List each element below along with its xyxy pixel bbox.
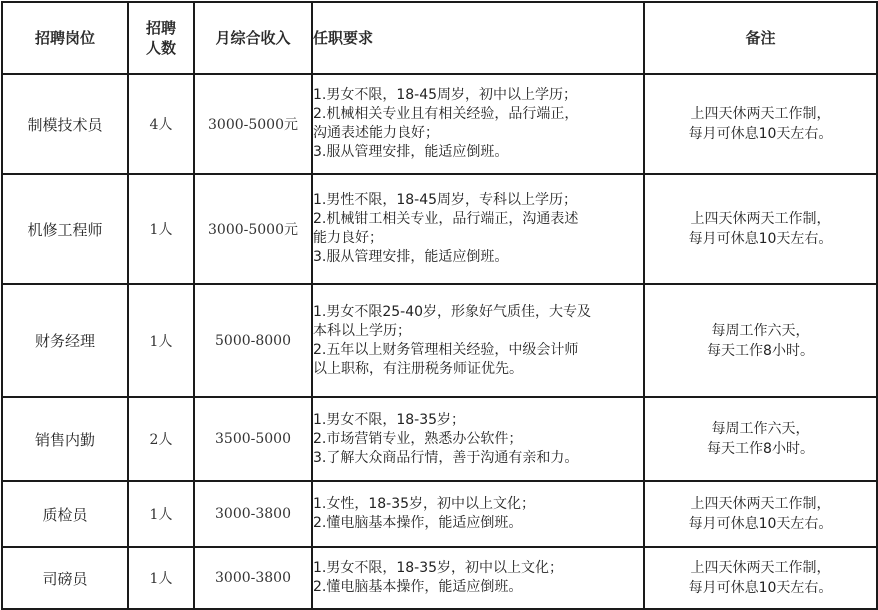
note-line: 每月可休息10天左右。 (688, 231, 833, 247)
note-line: 上四天休两天工作制， (690, 496, 831, 512)
note-line: 每天工作8小时。 (707, 441, 814, 457)
requirement-line: 2.懂电脑基本操作，能适应倒班。 (313, 515, 523, 531)
notes-cell (644, 397, 877, 481)
header-salary: 月综合收入 (194, 2, 312, 74)
header-row (2, 2, 877, 74)
header-count-line1: 招聘 (145, 19, 176, 37)
requirements-cell (312, 481, 644, 547)
table-row (2, 174, 877, 284)
requirement-line: 2.五年以上财务管理相关经验，中级会计师 (313, 341, 579, 358)
job-listing-table (1, 1, 878, 610)
requirement-line: 2.机械钳工相关专业，品行端正，沟通表述 (313, 211, 579, 227)
requirement-line: 以上职称，有注册税务师证优先。 (313, 360, 523, 377)
notes-cell (644, 547, 877, 609)
note-line: 每天工作8小时。 (707, 342, 814, 359)
requirement-line: 2.懂电脑基本操作，能适应倒班。 (313, 579, 523, 595)
requirements-cell (312, 174, 644, 284)
requirements-cell (312, 284, 644, 397)
header-count (128, 2, 194, 74)
requirement-line: 3.服从管理安排，能适应倒班。 (313, 144, 509, 160)
position-cell: 销售内勤 (2, 397, 128, 481)
requirement-line: 能力良好； (313, 230, 383, 246)
position-cell: 机修工程师 (2, 174, 128, 284)
salary-cell: 3500-5000 (194, 397, 312, 481)
notes-cell (644, 74, 877, 174)
position-cell: 司磅员 (2, 547, 128, 609)
requirement-line: 1.男女不限，18-35岁； (313, 411, 466, 428)
note-line: 每周工作六天， (711, 421, 810, 437)
table-row (2, 284, 877, 397)
count-cell: 1人 (128, 284, 194, 397)
requirement-line: 3.了解大众商品行情，善于沟通有亲和力。 (313, 449, 579, 466)
table-row (2, 547, 877, 609)
header-requirements: 任职要求 (312, 2, 644, 74)
requirements-cell (312, 74, 644, 174)
salary-cell: 3000-3800 (194, 547, 312, 609)
notes-cell (644, 481, 877, 547)
table-row (2, 397, 877, 481)
salary-cell: 5000-8000 (194, 284, 312, 397)
requirement-line: 本科以上学历； (313, 322, 411, 339)
requirement-line: 1.男性不限，18-45周岁，专科以上学历； (313, 192, 578, 208)
requirements-cell (312, 397, 644, 481)
requirement-line: 2.机械相关专业且有相关经验，品行端正， (313, 106, 579, 122)
table-row (2, 481, 877, 547)
count-cell: 4人 (128, 74, 194, 174)
note-line: 每月可休息10天左右。 (688, 580, 833, 596)
note-line: 每月可休息10天左右。 (688, 516, 833, 532)
note-line: 上四天休两天工作制， (690, 560, 831, 576)
note-line: 每月可休息10天左右。 (688, 126, 833, 142)
count-cell: 1人 (128, 547, 194, 609)
salary-cell: 3000-3800 (194, 481, 312, 547)
requirement-line: 2.市场营销专业，熟悉办公软件； (313, 430, 523, 447)
requirement-line: 1.男女不限，18-35岁，初中以上文化； (313, 560, 564, 576)
position-cell: 财务经理 (2, 284, 128, 397)
position-cell: 质检员 (2, 481, 128, 547)
requirement-line: 1.男女不限25-40岁，形象好气质佳，大专及 (313, 303, 592, 320)
note-line: 上四天休两天工作制， (690, 211, 831, 227)
note-line: 上四天休两天工作制， (690, 106, 831, 122)
notes-cell (644, 174, 877, 284)
header-position: 招聘岗位 (2, 2, 128, 74)
position-cell: 制模技术员 (2, 74, 128, 174)
count-cell: 1人 (128, 481, 194, 547)
notes-cell (644, 284, 877, 397)
requirement-line: 1.男女不限，18-45周岁，初中以上学历； (313, 87, 578, 103)
requirement-line: 1.女性，18-35岁，初中以上文化； (313, 496, 536, 512)
requirement-line: 沟通表述能力良好； (313, 125, 439, 141)
count-cell: 1人 (128, 174, 194, 284)
header-notes: 备注 (644, 2, 877, 74)
note-line: 每周工作六天， (711, 322, 810, 339)
salary-cell: 3000-5000元 (194, 74, 312, 174)
header-count-line2: 人数 (145, 39, 176, 57)
salary-cell: 3000-5000元 (194, 174, 312, 284)
count-cell: 2人 (128, 397, 194, 481)
requirement-line: 3.服从管理安排，能适应倒班。 (313, 249, 509, 265)
requirements-cell (312, 547, 644, 609)
table-row (2, 74, 877, 174)
